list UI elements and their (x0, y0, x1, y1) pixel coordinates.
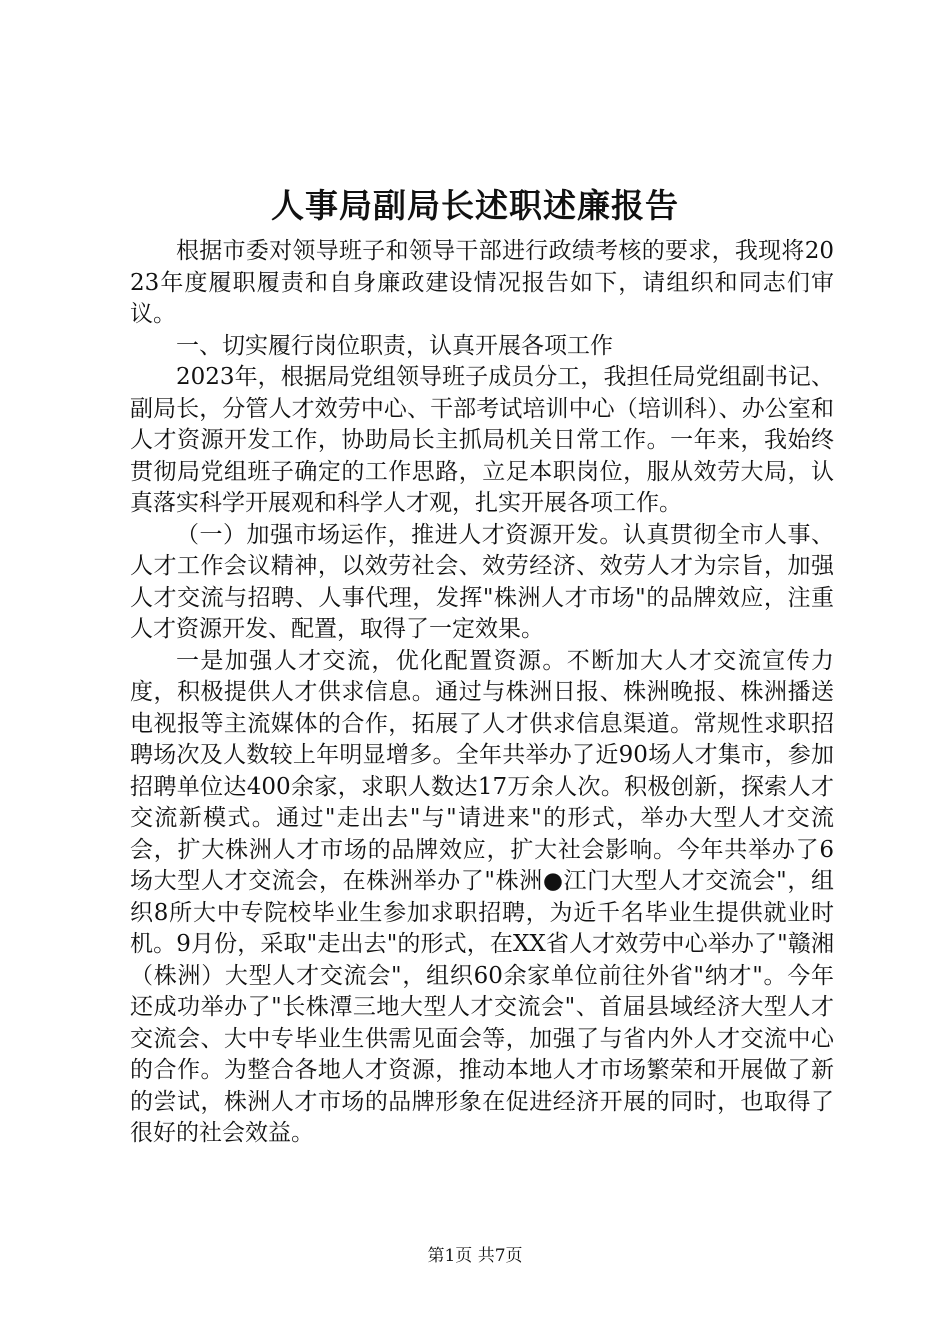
body-paragraph: 一是加强人才交流，优化配置资源。不断加大人才交流宣传力度，积极提供人才供求信息。通过与株洲日报、株洲晚报、株洲播送电视报等主流媒体的合作，拓展了人才供求信息渠道。常规性求职招聘场次及人数较上年明显增多。全年共举办了近90场人才集市，参加招聘单位达400余家，求职人数达17万余人次。积极创新，探索人才交流新模式。通过"走出去"与"请进来"的形式，举办大型人才交流会，扩大株洲人才市场的品牌效应，扩大社会影响。今年共举办了6场大型人才交流会，在株洲举办了"株洲●江门大型人才交流会"，组织8所大中专院校毕业生参加求职招聘，为近千名毕业生提供就业时机。9月份，采取"走出去"的形式，在XX省人才效劳中心举办了"赣湘（株洲）大型人才交流会"，组织60余家单位前往外省"纳才"。今年还成功举办了"长株潭三地大型人才交流会"、首届县域经济大型人才交流会、大中专毕业生供需见面会等，加强了与省内外人才交流中心的合作。为整合各地人才资源，推动本地人才市场繁荣和开展做了新的尝试，株洲人才市场的品牌形象在促进经济开展的同时，也取得了很好的社会效益。 (130, 647, 834, 1146)
intro-paragraph: 根据市委对领导班子和领导干部进行政绩考核的要求，我现将2023年度履职履责和自身廉政建设情况报告如下，请组织和同志们审议。 (130, 238, 834, 327)
page-number-footer: 第1页 共7页 (427, 1246, 523, 1266)
section-heading: 一、切实履行岗位职责，认真开展各项工作 (176, 332, 613, 359)
document-title: 人事局副局长述职述廉报告 (271, 186, 679, 225)
subsection-paragraph: （一）加强市场运作，推进人才资源开发。认真贯彻全市人事、人才工作会议精神，以效劳社会、效劳经济、效劳人才为宗旨，加强人才交流与招聘、人事代理，发挥"株洲人才市场"的品牌效应，注重人才资源开发、配置，取得了一定效果。 (130, 521, 834, 642)
body-paragraph: 2023年，根据局党组领导班子成员分工，我担任局党组副书记、副局长，分管人才效劳中心、干部考试培训中心（培训科）、办公室和人才资源开发工作，协助局长主抓局机关日常工作。一年来，我始终贯彻局党组班子确定的工作思路，立足本职岗位，服从效劳大局，认真落实科学开展观和科学人才观，扎实开展各项工作。 (130, 364, 834, 516)
document-body (130, 236, 834, 1150)
